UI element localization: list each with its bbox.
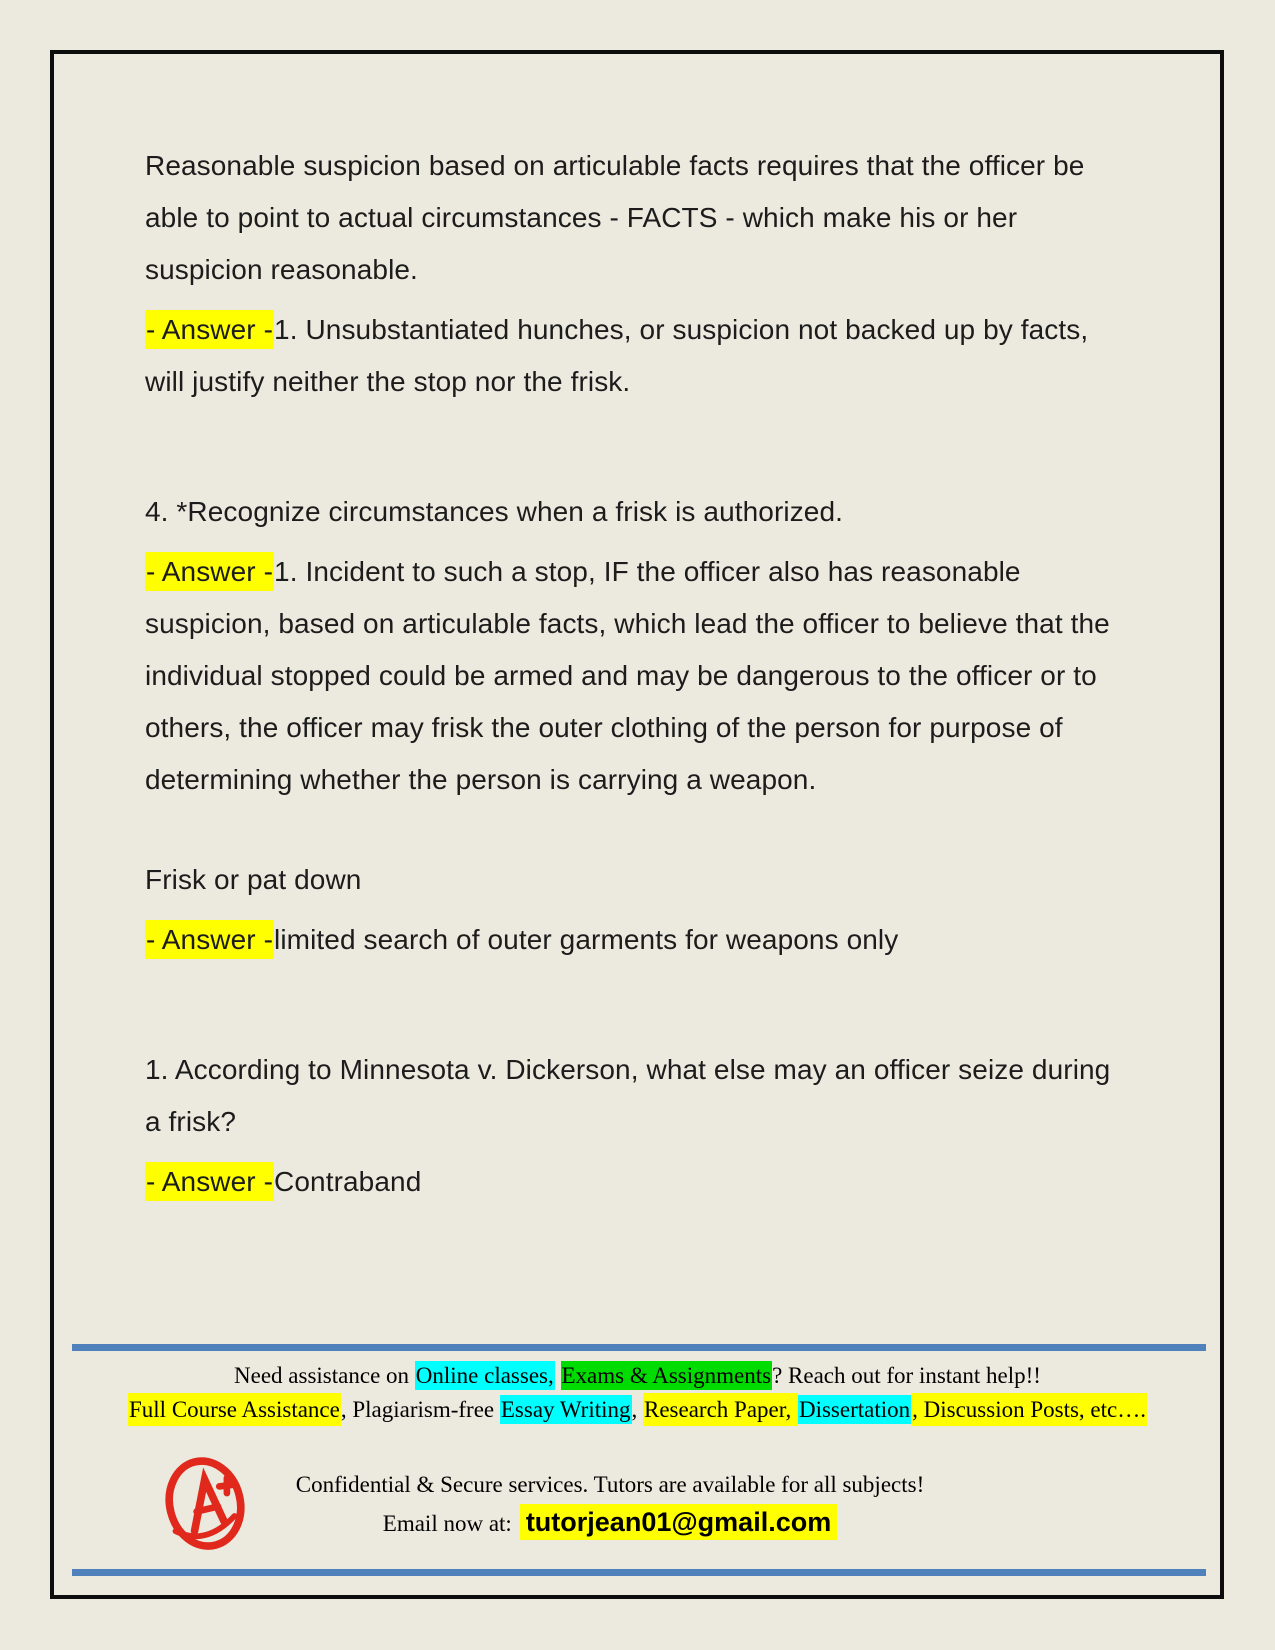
answer-highlight: - Answer - [145,1162,274,1201]
promo-line-1 [0,1360,1275,1392]
question-paragraph-4 [145,486,1130,538]
paragraph-text: 1. According to Minnesota v. Dickerson, what else may an officer seize during a frisk? [145,1054,1111,1137]
email-label: Email now at: [382,1511,512,1536]
answer-text: Contraband [274,1166,422,1197]
answer-highlight: - Answer - [145,920,274,959]
promo-highlight-full-course: Full Course Assistance [128,1393,341,1426]
promo-highlight-dissertation: Dissertation [798,1397,911,1422]
promo-highlight-exams-assignments: Exams & Assignments [561,1363,772,1388]
promo-highlight-discussion-posts: , Discussion Posts, etc…. [911,1393,1147,1426]
answer-text: 1. Incident to such a stop, IF the officer also has reasonable suspicion, based on articulable facts, which lead the officer to believe that the individual stopped could be armed and may be dangerous to the officer or to others, the officer may frisk the outer clothing of the person for purpose of determining whether the person is carrying a weapon. [145,556,1110,795]
answer-paragraph-4 [145,1156,1130,1208]
blank-line [145,814,1130,854]
promo-text: Need assistance on [234,1363,415,1388]
paragraph-text: Reasonable suspicion based on articulable facts requires that the officer be able to point to actual circumstances - FACTS - which make his or her suspicion reasonable. [145,150,1085,285]
email-address: tutorjean01@gmail.com [520,1504,837,1540]
paragraph-text: 4. *Recognize circumstances when a frisk is authorized. [145,496,844,527]
answer-paragraph-3 [145,914,1130,966]
confidential-text: Confidential & Secure services. Tutors are available for all subjects! [295,1472,925,1497]
answer-highlight: - Answer - [145,552,274,591]
promo-text: ? Reach out for instant help!! [772,1363,1041,1388]
promo-highlight-essay-writing: Essay Writing [500,1397,631,1422]
brand-block [60,1468,1160,1544]
blank-line [145,974,1130,1044]
answer-highlight: - Answer - [145,310,274,349]
question-paragraph-1 [145,1044,1130,1148]
answer-paragraph-1 [145,304,1130,408]
paragraph-intro [145,140,1130,296]
term-paragraph [145,854,1130,906]
promo-text: , Plagiarism-free [340,1397,500,1422]
promo-text: , [631,1397,643,1422]
promo-highlight-online-classes: Online classes, [415,1363,554,1388]
paragraph-text: Frisk or pat down [145,864,362,895]
answer-paragraph-2 [145,546,1130,806]
blank-line [145,416,1130,486]
promo-highlight-research-paper: Research Paper, [643,1393,798,1426]
document-body [145,140,1130,1216]
divider-rule-top [72,1344,1206,1351]
answer-text: limited search of outer garments for weapons only [274,924,899,955]
divider-rule-bottom [72,1569,1206,1576]
email-row [60,1502,1160,1544]
promo-text [555,1363,561,1388]
promo-line-2 [0,1394,1275,1426]
answer-text: 1. Unsubstantiated hunches, or suspicion not backed up by facts, will justify neither the stop nor the frisk. [145,314,1089,397]
